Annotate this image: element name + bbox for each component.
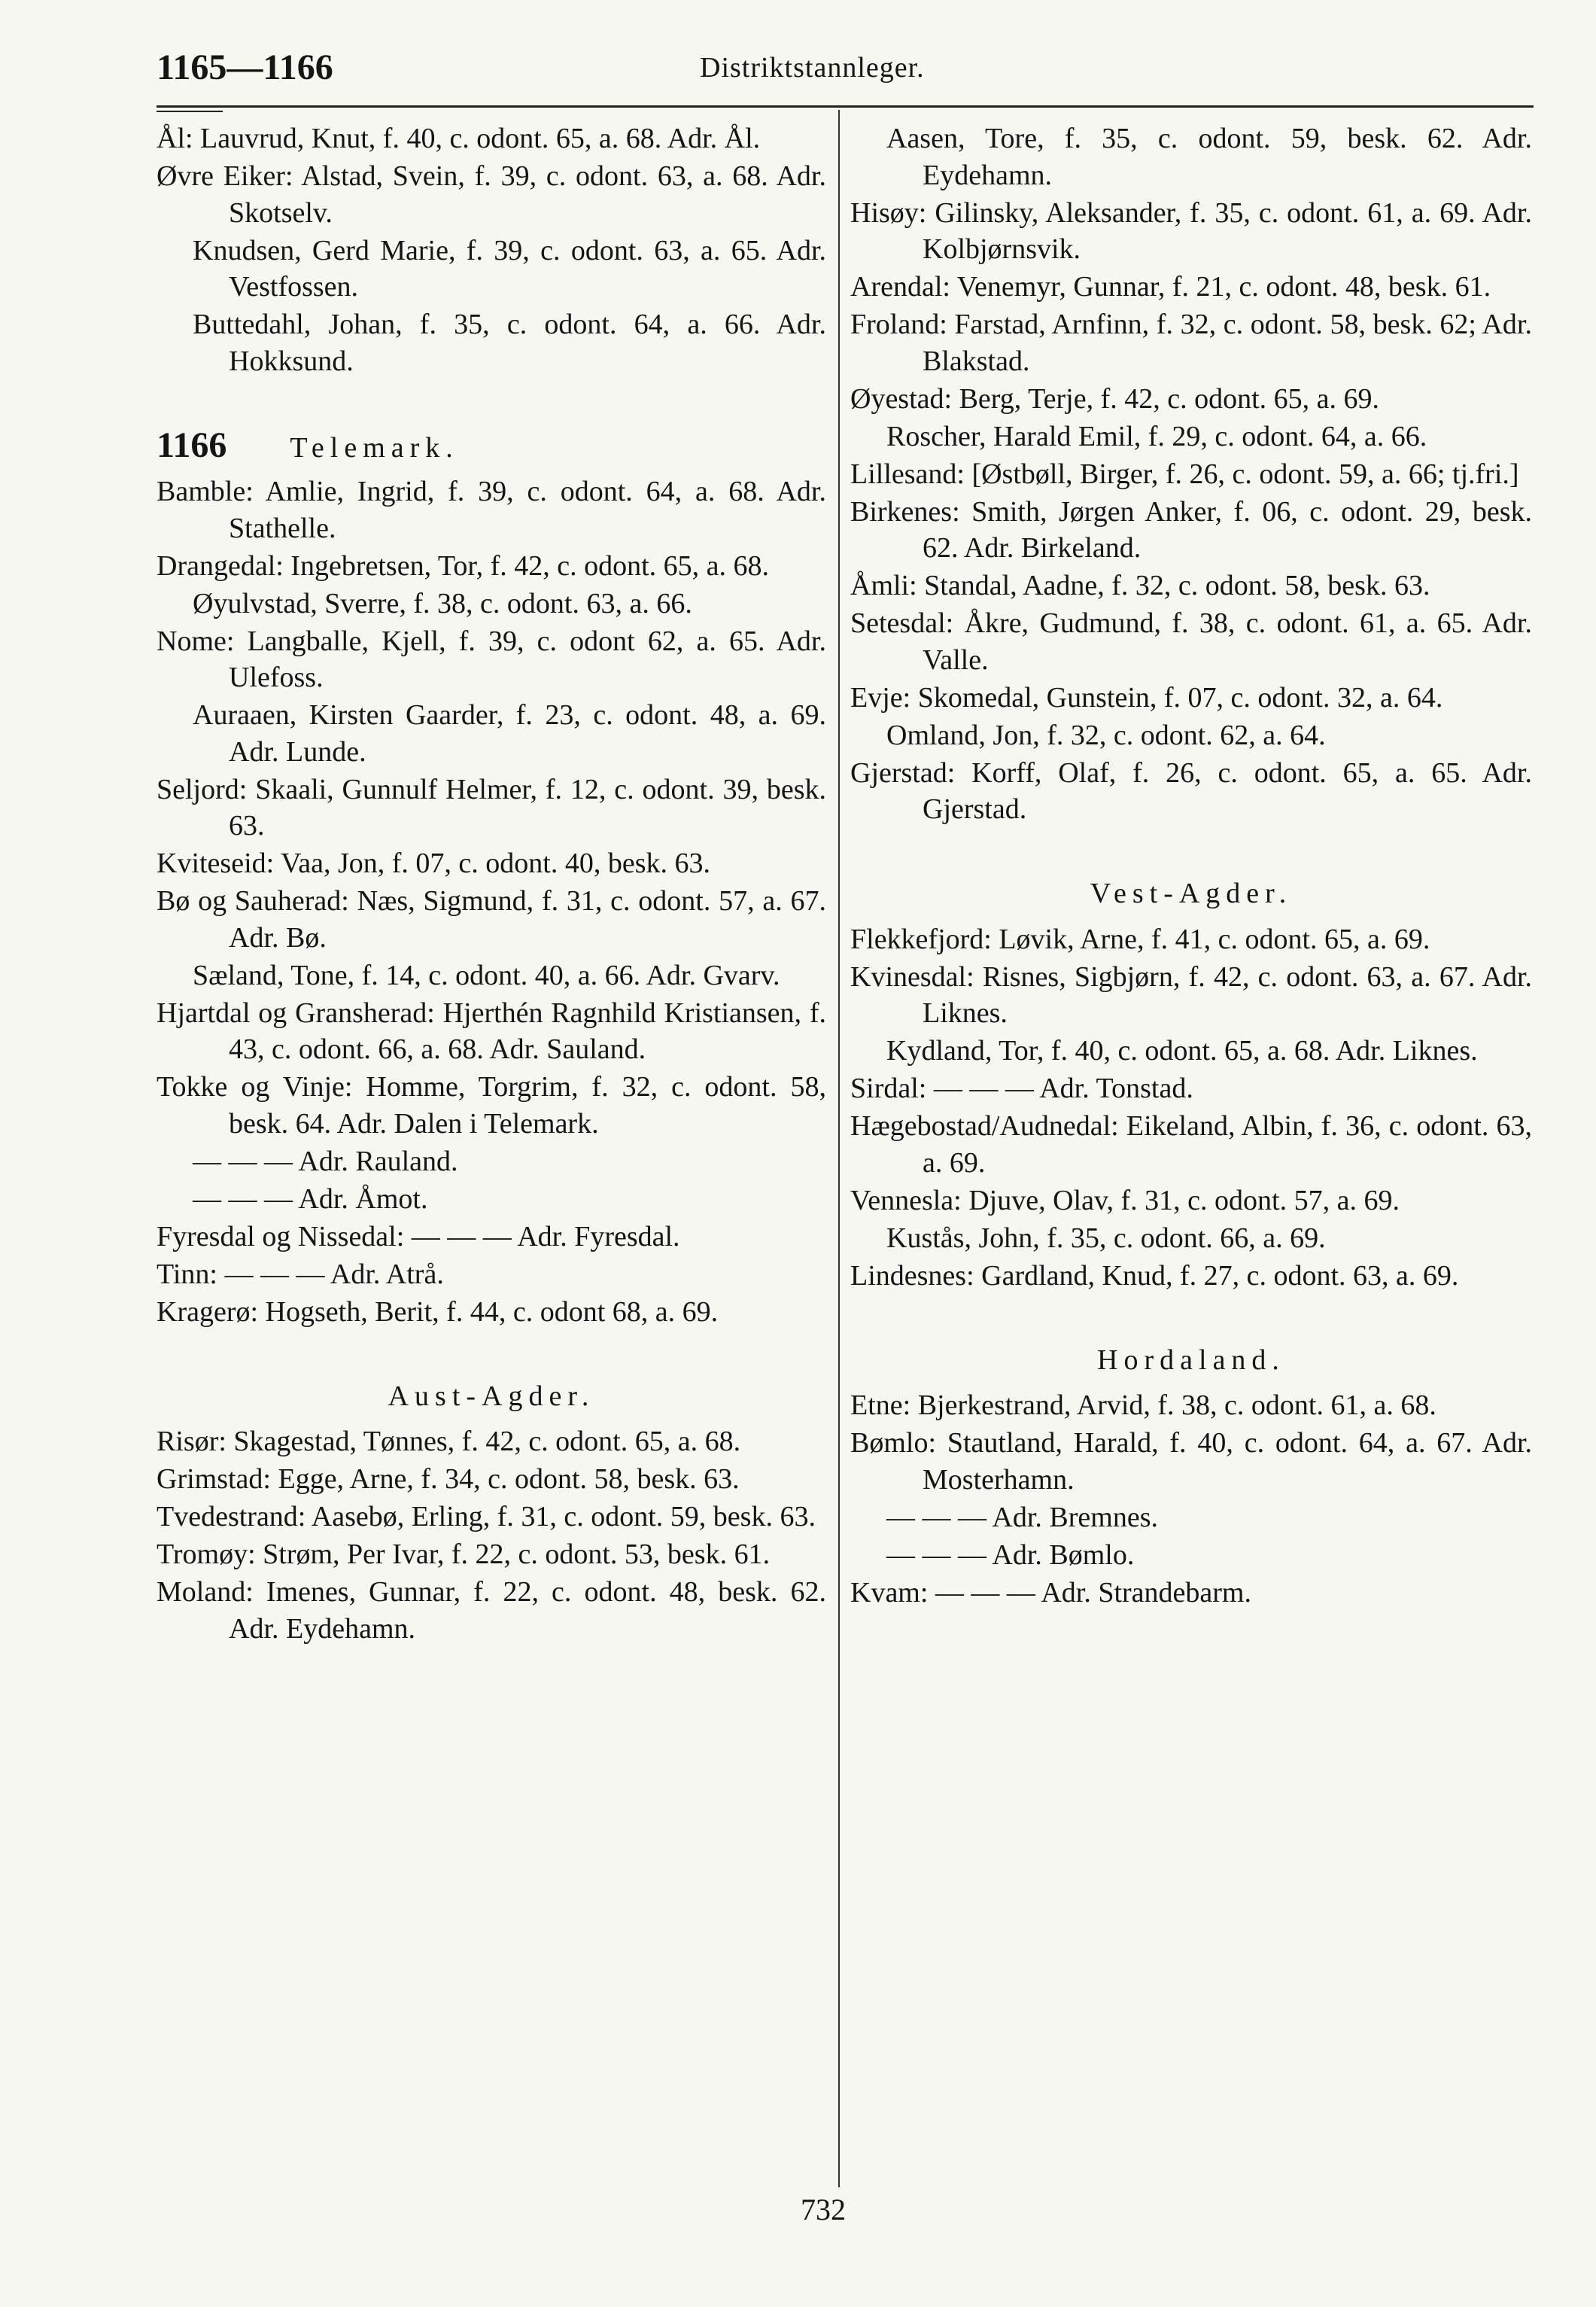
county-heading: Hordaland. bbox=[1097, 1344, 1285, 1376]
dentist-entry: Kvam: — — — Adr. Strandebarm. bbox=[850, 1576, 1251, 1609]
page-number: 732 bbox=[801, 2193, 846, 2226]
dentist-entry: Grimstad: Egge, Arne, f. 34, c. odont. 58, besk. 63. bbox=[157, 1463, 740, 1495]
county-heading: Vest-Agder. bbox=[1090, 878, 1293, 909]
section-gap bbox=[850, 829, 1532, 875]
dentist-entry: Evje: Skomedal, Gunstein, f. 07, c. odont. 32, a. 64. bbox=[850, 681, 1443, 714]
dentist-entry: Hjartdal og Gransherad: Hjerthén Ragnhild Kristiansen, f. 43, c. odont. 66, a. 68. Adr. Sauland. bbox=[157, 997, 826, 1065]
section-gap bbox=[157, 381, 826, 428]
dentist-subentry: — — — Adr. Bremnes. bbox=[886, 1501, 1158, 1533]
dentist-entry: Arendal: Venemyr, Gunnar, f. 21, c. odont. 48, besk. 61. bbox=[850, 271, 1491, 303]
dentist-entry: Tvedestrand: Aasebø, Erling, f. 31, c. odont. 59, besk. 63. bbox=[157, 1501, 816, 1532]
dentist-entry: Flekkefjord: Løvik, Arne, f. 41, c. odont. 65, a. 69. bbox=[850, 923, 1430, 955]
dentist-entry: Fyresdal og Nissedal: — — — Adr. Fyresdal. bbox=[157, 1220, 680, 1252]
section-gap bbox=[157, 1332, 826, 1378]
dentist-subentry: Knudsen, Gerd Marie, f. 39, c. odont. 63, a. 65. Adr. Vestfossen. bbox=[193, 234, 826, 303]
running-title: Distriktstannleger. bbox=[700, 52, 925, 84]
section-number: 1166 bbox=[157, 425, 227, 465]
header-rule-short bbox=[157, 111, 223, 112]
dentist-entry: Froland: Farstad, Arnfinn, f. 32, c. odont. 58, besk. 62; Adr. Blakstad. bbox=[850, 309, 1532, 377]
dentist-subentry: Buttedahl, Johan, f. 35, c. odont. 64, a. 66. Adr. Hokksund. bbox=[193, 309, 826, 377]
dentist-entry: Lillesand: [Østbøll, Birger, f. 26, c. odont. 59, a. 66; tj.fri.] bbox=[850, 458, 1519, 490]
dentist-entry: Birkenes: Smith, Jørgen Anker, f. 06, c. odont. 29, besk. 62. Adr. Birkeland. bbox=[850, 495, 1532, 564]
dentist-entry: Seljord: Skaali, Gunnulf Helmer, f. 12, c. odont. 39, besk. 63. bbox=[157, 773, 826, 842]
county-heading: Aust-Agder. bbox=[388, 1380, 595, 1412]
dentist-entry: Tokke og Vinje: Homme, Torgrim, f. 32, c. odont. 58, besk. 64. Adr. Dalen i Telemark. bbox=[157, 1071, 826, 1140]
dentist-entry: Øvre Eiker: Alstad, Svein, f. 39, c. odont. 63, a. 68. Adr. Skotselv. bbox=[157, 160, 826, 229]
dentist-subentry: Roscher, Harald Emil, f. 29, c. odont. 64, a. 66. bbox=[886, 420, 1427, 452]
dentist-entry: Moland: Imenes, Gunnar, f. 22, c. odont. 48, besk. 62. Adr. Eydehamn. bbox=[157, 1576, 826, 1645]
dentist-entry: Hisøy: Gilinsky, Aleksander, f. 35, c. odont. 61, a. 69. Adr. Kolbjørnsvik. bbox=[850, 196, 1532, 265]
dentist-entry: Kvinesdal: Risnes, Sigbjørn, f. 42, c. odont. 63, a. 67. Adr. Liknes. bbox=[850, 960, 1532, 1029]
dentist-entry: Risør: Skagestad, Tønnes, f. 42, c. odont. 65, a. 68. bbox=[157, 1426, 741, 1457]
dentist-entry: Nome: Langballe, Kjell, f. 39, c. odont 62, a. 65. Adr. Ulefoss. bbox=[157, 625, 826, 693]
dentist-subentry: Øyulvstad, Sverre, f. 38, c. odont. 63, a. 66. bbox=[193, 587, 692, 619]
dentist-entry: Bamble: Amlie, Ingrid, f. 39, c. odont. 64, a. 68. Adr. Stathelle. bbox=[157, 476, 826, 544]
dentist-entry: Tromøy: Strøm, Per Ivar, f. 22, c. odont. 53, besk. 61. bbox=[157, 1539, 771, 1570]
page-range: 1165—1166 bbox=[157, 47, 333, 87]
section-gap bbox=[850, 1295, 1532, 1342]
dentist-subentry: Aasen, Tore, f. 35, c. odont. 59, besk. 62. Adr. Eydehamn. bbox=[886, 123, 1532, 191]
dentist-entry: Hægebostad/Audnedal: Eikeland, Albin, f. 36, c. odont. 63, a. 69. bbox=[850, 1110, 1532, 1179]
dentist-subentry: Auraaen, Kirsten Gaarder, f. 23, c. odont. 48, a. 69. Adr. Lunde. bbox=[193, 699, 826, 768]
left-column bbox=[157, 120, 826, 1648]
dentist-entry: Drangedal: Ingebretsen, Tor, f. 42, c. odont. 65, a. 68. bbox=[157, 549, 770, 582]
dentist-entry: Sirdal: — — — Adr. Tonstad. bbox=[850, 1073, 1193, 1104]
right-column bbox=[850, 120, 1532, 1612]
dentist-entry: Vennesla: Djuve, Olav, f. 31, c. odont. 57, a. 69. bbox=[850, 1184, 1400, 1216]
dentist-entry: Bømlo: Stautland, Harald, f. 40, c. odont. 64, a. 67. Adr. Mosterhamn. bbox=[850, 1427, 1532, 1496]
dentist-entry: Gjerstad: Korff, Olaf, f. 26, c. odont. 65, a. 65. Adr. Gjerstad. bbox=[850, 756, 1532, 825]
section-header bbox=[157, 425, 826, 467]
dentist-subentry: Kydland, Tor, f. 40, c. odont. 65, a. 68. Adr. Liknes. bbox=[886, 1035, 1478, 1067]
dentist-subentry: Omland, Jon, f. 32, c. odont. 62, a. 64. bbox=[886, 719, 1326, 751]
dentist-entry: Øyestad: Berg, Terje, f. 42, c. odont. 65, a. 69. bbox=[850, 382, 1380, 415]
dentist-subentry: — — — Adr. Åmot. bbox=[193, 1182, 428, 1215]
dentist-entry: Bø og Sauherad: Næs, Sigmund, f. 31, c. odont. 57, a. 67. Adr. Bø. bbox=[157, 885, 826, 954]
dentist-entry: Setesdal: Åkre, Gudmund, f. 38, c. odont. 61, a. 65. Adr. Valle. bbox=[850, 607, 1532, 676]
dentist-entry: Kragerø: Hogseth, Berit, f. 44, c. odont 68, a. 69. bbox=[157, 1295, 719, 1328]
header-rule bbox=[157, 105, 1534, 108]
dentist-entry: Kviteseid: Vaa, Jon, f. 07, c. odont. 40, besk. 63. bbox=[157, 848, 710, 879]
dentist-subentry: Sæland, Tone, f. 14, c. odont. 40, a. 66. Adr. Gvarv. bbox=[193, 959, 780, 991]
dentist-entry: Lindesnes: Gardland, Knud, f. 27, c. odont. 63, a. 69. bbox=[850, 1259, 1459, 1292]
dentist-subentry: — — — Adr. Bømlo. bbox=[886, 1539, 1135, 1571]
section-title: Telemark. bbox=[290, 431, 459, 464]
dentist-subentry: — — — Adr. Rauland. bbox=[193, 1145, 458, 1177]
dentist-entry: Etne: Bjerkestrand, Arvid, f. 38, c. odont. 61, a. 68. bbox=[850, 1389, 1436, 1421]
column-divider bbox=[838, 110, 840, 2187]
dentist-entry: Tinn: — — — Adr. Atrå. bbox=[157, 1258, 444, 1290]
dentist-entry: Åmli: Standal, Aadne, f. 32, c. odont. 58, besk. 63. bbox=[850, 570, 1430, 601]
dentist-entry: Ål: Lauvrud, Knut, f. 40, c. odont. 65, a. 68. Adr. Ål. bbox=[157, 123, 761, 154]
dentist-subentry: Kustås, John, f. 35, c. odont. 66, a. 69. bbox=[886, 1222, 1326, 1254]
